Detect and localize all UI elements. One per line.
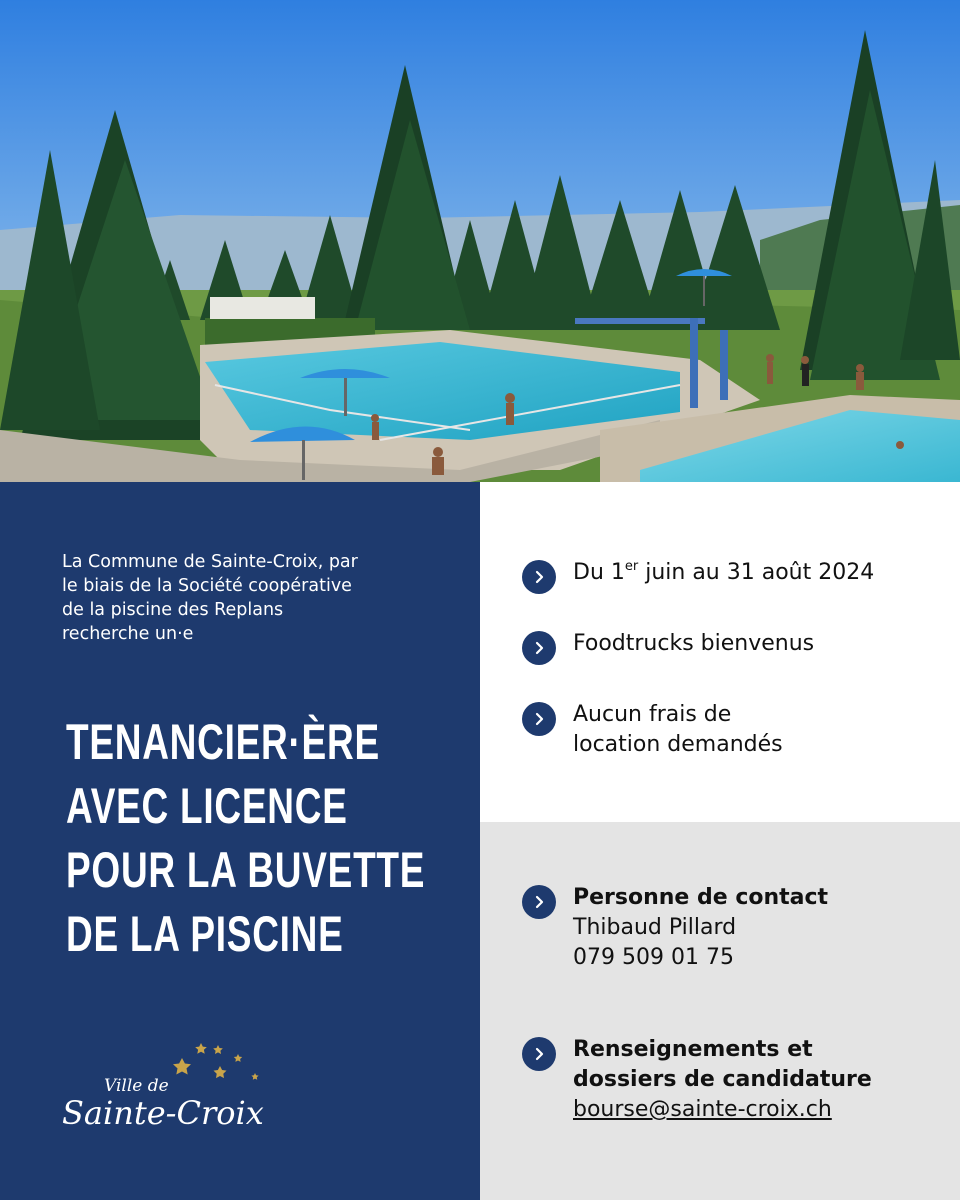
intro-line-1: La Commune de Sainte-Croix, par [62,552,358,572]
sainte-croix-logo [60,1038,300,1138]
logo-big-text: Sainte-Croix [62,1094,264,1132]
dates-sup: er [624,559,639,574]
item-foodtrucks [522,629,814,665]
dates-text [573,558,874,588]
intro-line-4: recherche un·e [62,624,194,644]
item-info [522,1035,872,1125]
contact-panel [480,822,960,1200]
chevron-right-icon [522,885,556,919]
item-fees [522,700,783,760]
job-title-line-3: POUR LA BUVETTE [66,842,426,898]
contact-title: Personne de contact [573,885,829,910]
dates-suffix: juin au 31 août 2024 [638,560,875,585]
details-panel [480,482,960,822]
chevron-right-icon [522,1037,556,1071]
intro-text [62,550,434,646]
left-panel [0,482,480,1200]
intro-line-3: de la piscine des Replans [62,600,284,620]
pool-photo [0,0,960,482]
info-title-line-2: dossiers de candidature [573,1067,872,1092]
info-text [573,1035,872,1125]
job-title-line-2: AVEC LICENCE [66,778,348,834]
job-title-line-4: DE LA PISCINE [66,906,344,962]
chevron-right-icon [522,702,556,736]
contact-name: Thibaud Pillard [573,915,737,940]
contact-phone[interactable]: 079 509 01 75 [573,945,734,970]
dates-prefix: Du 1 [573,560,625,585]
star-icon [60,1038,300,1088]
fees-text [573,700,783,760]
fees-line-1: Aucun frais de [573,702,732,727]
info-title-line-1: Renseignements et [573,1037,813,1062]
fees-line-2: location demandés [573,732,783,757]
job-title [66,710,466,966]
job-title-line-1: TENANCIER·ÈRE [66,714,380,770]
intro-line-2: le biais de la Société coopérative [62,576,352,596]
item-contact [522,883,828,973]
pool-photo-illustration [0,0,960,482]
chevron-right-icon [522,631,556,665]
item-dates [522,558,874,594]
foodtrucks-text: Foodtrucks bienvenus [573,631,815,656]
contact-text [573,883,828,973]
chevron-right-icon [522,560,556,594]
logo-small-text: Ville de [104,1076,169,1096]
email-link[interactable]: bourse@sainte-croix.ch [573,1097,832,1122]
